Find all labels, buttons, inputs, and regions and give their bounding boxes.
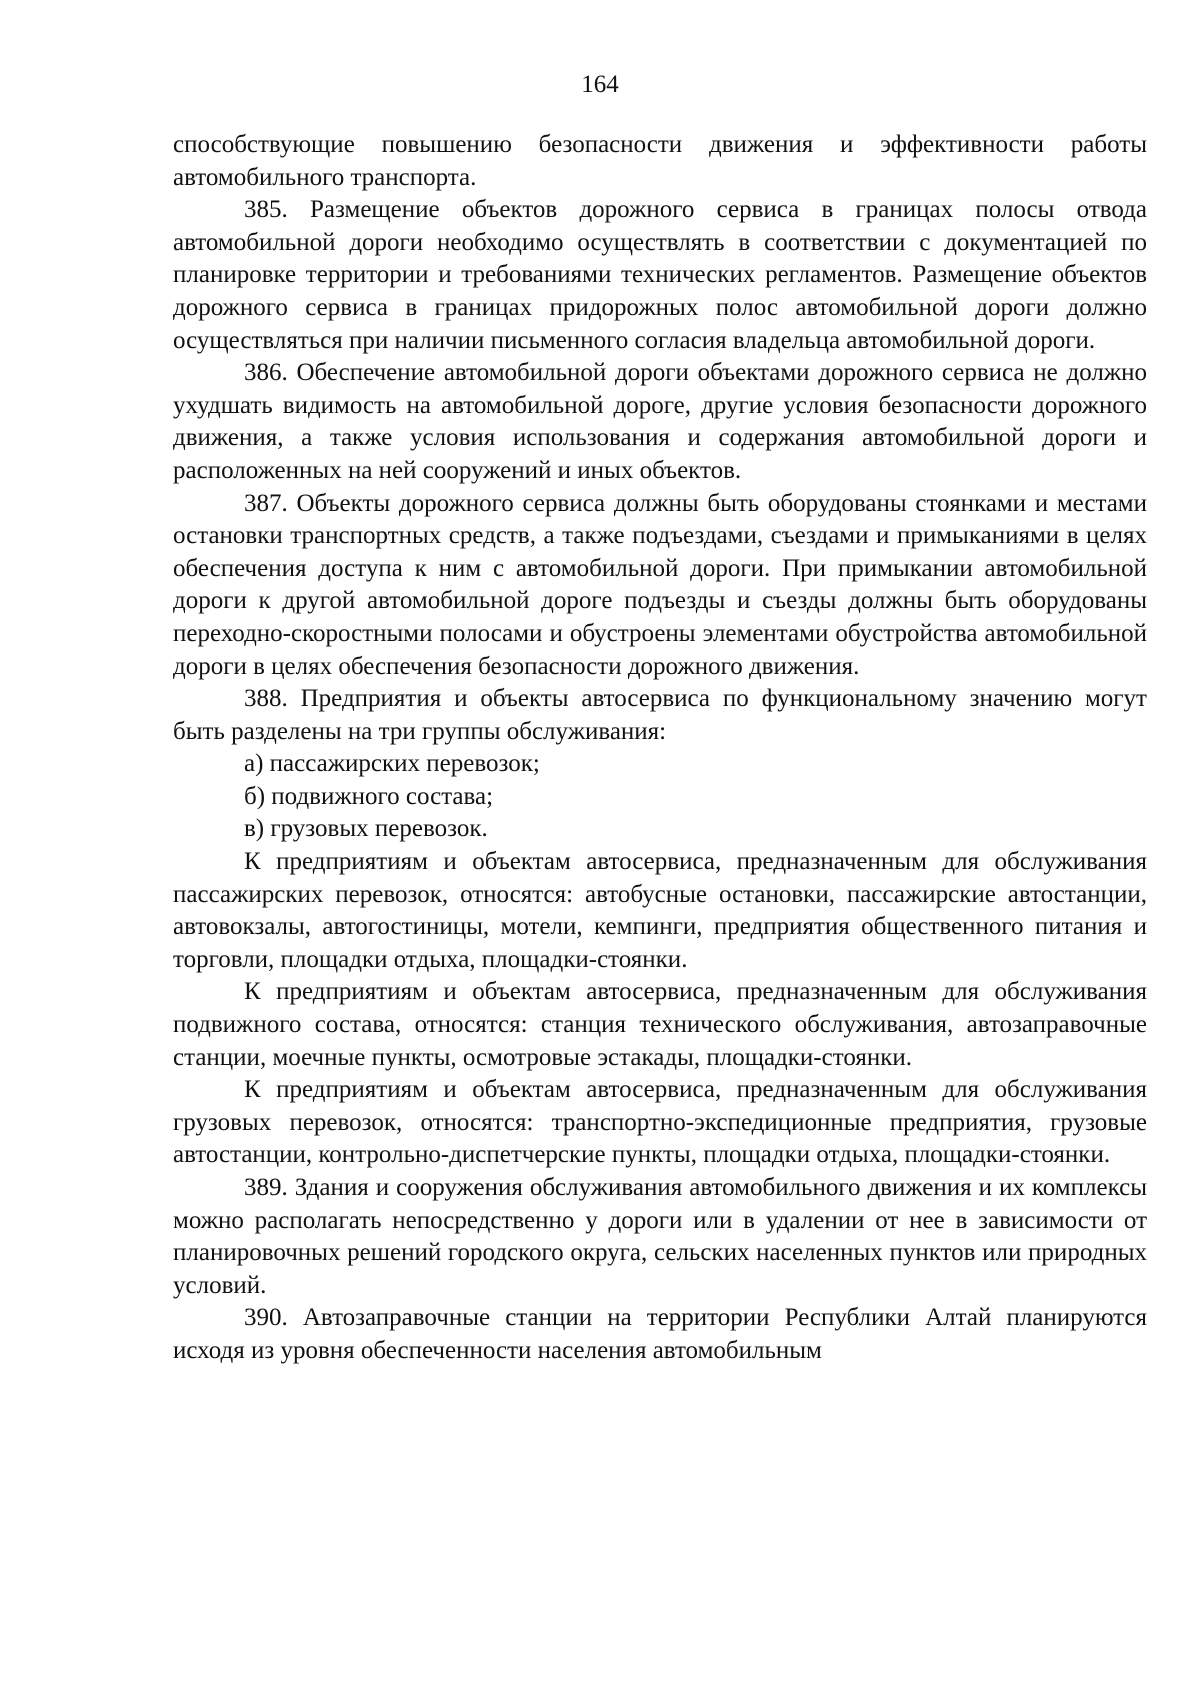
paragraph-rolling-stock-services: К предприятиям и объектам автосервиса, предназначенным для обслуживания подвижного состава, относятся: станция технического обслуживания, автозаправочные станции, моечные пункты, осмотровые эстакады, площадки-стоянки. — [173, 978, 1147, 1071]
list-item-a: а) пассажирских перевозок; — [244, 750, 540, 778]
paragraph-387: 387. Объекты дорожного сервиса должны быть оборудованы стоянками и местами остановки транспортных средств, а также подъездами, съездами и примыканиями в целях обеспечения доступа к ним с автомобильной дороги. При примыкании автомобильной дороги к другой автомобильной дороге подъезды и съезды должны быть оборудованы переходно-скоростными полосами и обустроены элементами обустройства автомобильной дороги в целях обеспечения безопасности дорожного движения. — [173, 489, 1147, 680]
paragraph-388: 388. Предприятия и объекты автосервиса по функциональному значению могут быть разделены на три группы обслуживания: — [173, 685, 1147, 745]
page-number: 164 — [581, 71, 619, 98]
paragraph-freight-services: К предприятиям и объектам автосервиса, предназначенным для обслуживания грузовых перевозок, относятся: транспортно-экспедиционные предприятия, грузовые автостанции, контрольно-диспетчерские пункты, площадки отдыха, площадки-стоянки. — [173, 1076, 1147, 1169]
paragraph-passenger-services: К предприятиям и объектам автосервиса, предназначенным для обслуживания пассажирских перевозок, относятся: автобусные остановки, пассажирские автостанции, автовокзалы, автогостиницы, мотели, кемпинги, предприятия общественного питания и торговли, площадки отдыха, площадки-стоянки. — [173, 848, 1147, 973]
document-body — [173, 129, 1147, 1368]
paragraph-386: 386. Обеспечение автомобильной дороги объектами дорожного сервиса не должно ухудшать видимость на автомобильной дороге, другие условия безопасности дорожного движения, а также условия использования и содержания автомобильной дороги и расположенных на ней сооружений и иных объектов. — [173, 359, 1147, 484]
paragraph-continuation: способствующие повышению безопасности движения и эффективности работы автомобильного транспорта. — [173, 131, 1147, 191]
list-item-b: б) подвижного состава; — [244, 782, 494, 810]
paragraph-390: 390. Автозаправочные станции на территории Республики Алтай планируются исходя из уровня обеспеченности населения автомобильным — [173, 1304, 1147, 1364]
paragraph-389: 389. Здания и сооружения обслуживания автомобильного движения и их комплексы можно располагать непосредственно у дороги или в удалении от нее в зависимости от планировочных решений городского округа, сельских населенных пунктов или природных условий. — [173, 1174, 1147, 1299]
paragraph-385: 385. Размещение объектов дорожного сервиса в границах полосы отвода автомобильной дороги необходимо осуществлять в соответствии с документацией по планировке территории и требованиями технических регламентов. Размещение объектов дорожного сервиса в границах придорожных полос автомобильной дороги должно осуществляться при наличии письменного согласия владельца автомобильной дороги. — [173, 196, 1147, 354]
list-item-v: в) грузовых перевозок. — [244, 815, 488, 843]
